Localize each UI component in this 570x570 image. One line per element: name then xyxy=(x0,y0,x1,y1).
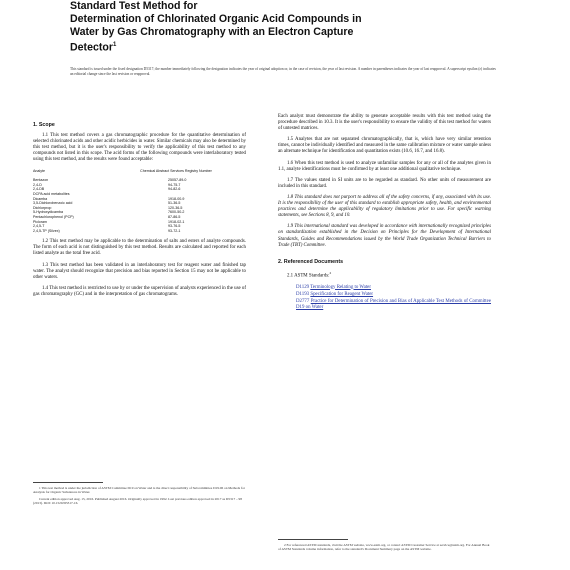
cas-number: 93-76-5 xyxy=(168,224,181,229)
analyte-name: 5-Hydroxydicamba xyxy=(33,210,63,215)
analyte-name: 2,4-DB xyxy=(33,187,45,192)
cas-number: 1918-02-1 xyxy=(168,219,185,224)
cas-number: 25057-89-0 xyxy=(168,178,187,183)
footnotes-right xyxy=(278,543,491,554)
section-heading-referenced-documents: 2. Referenced Documents xyxy=(278,258,344,265)
ref-code[interactable]: D1129 xyxy=(296,284,310,290)
analyte-table xyxy=(33,169,238,234)
cas-number: 120-36-5 xyxy=(168,205,183,210)
cas-number: 7600-50-2 xyxy=(168,210,185,215)
para-1-2: 1.2 This test method may be applicable to the determination of salts and esters of analyte compounds. The form of each acid is not distinguished by this test method. Results are calculated and reported for each listed analyte as the total free acid. xyxy=(33,239,246,257)
footnote-edition: Current edition approved Aug. 15, 2016. Published August 2016. Originally approved in 1992. Last previous edition approved in 2017 as D5317 – 98 (2013). DOI: 10.1520/D5317-16. xyxy=(33,496,242,505)
cas-number: 94-75-7 xyxy=(168,182,181,187)
analyte-name: Picloram xyxy=(33,219,47,224)
analyte-name: 2,4,5-T xyxy=(33,224,45,229)
ref-code[interactable]: D1193 xyxy=(296,291,310,297)
analyte-name: Dichlorprop xyxy=(33,205,52,210)
right-column xyxy=(278,114,491,312)
footnote-mark-2: 2 xyxy=(329,270,332,275)
para-1-7: 1.7 The values stated in SI units are to be regarded as standard. No other units of measurement are included in this standard. xyxy=(278,177,491,189)
left-column xyxy=(33,118,246,303)
title-line-3: Water by Gas Chromatography with an Electron Capture xyxy=(70,26,354,38)
analyte-name: 3,5-Dichlorobenzoic acid xyxy=(33,201,73,206)
title-footnote-mark: 1 xyxy=(112,42,117,48)
cas-number: 51-36-5 xyxy=(168,201,181,206)
analyte-name: 2,4-D xyxy=(33,182,42,187)
cas-number: 94-82-6 xyxy=(168,187,181,192)
cas-col-header: Chemical Abstract Services Registry Number xyxy=(140,168,212,173)
analyte-name: 2,4,5-TP (Silvex) xyxy=(33,228,60,233)
footnote-1: 1 This test method is under the jurisdiction of ASTM Committee D19 on Water and is the direct responsibility of Subcommittee D19.06 on Methods for Analysis for Organic Substances in Water. xyxy=(33,486,245,495)
list-item[interactable] xyxy=(296,292,491,298)
title-line-1: Standard Test Method for xyxy=(70,0,198,12)
astm-standards-label: 2.1 ASTM Standards: xyxy=(287,273,330,279)
para-1-6: 1.6 When this test method is used to analyze unfamiliar samples for any or all of the analytes given in 1.1, analyte identifications must be confirmed by at least one additional qualitative technique. xyxy=(278,160,491,172)
referenced-list xyxy=(296,285,491,311)
title-line-4 xyxy=(70,39,540,55)
cas-number: 93-72-1 xyxy=(168,228,181,233)
analyte-name: Pentachlorophenol (PCP) xyxy=(33,214,74,219)
para-1-1: 1.1 This test method covers a gas chromatographic procedure for the quantitative determination of selected chlorinated acids and other acidic herbicides in water. Similar chemicals may also be determined by this test method, but it is the user's responsibility to verify the applicability of this test method to any compounds not listed in this scope. The acid forms of the following compounds were interlaboratory tested using this test method, and the results were found acceptable: xyxy=(33,133,246,163)
list-item[interactable] xyxy=(296,285,491,291)
analyte-col-header: Analyte xyxy=(33,168,45,173)
analyte-name: Bentazon xyxy=(33,178,49,183)
ref-code[interactable]: D2777 xyxy=(296,298,310,304)
section-heading-scope: 1. Scope xyxy=(33,122,55,128)
para-2-1 xyxy=(278,270,491,280)
title-line-4-text: Detector xyxy=(70,41,113,54)
analyte-name: DCPA acid metabolites xyxy=(33,191,70,196)
designation-note: This standard is issued under the fixed designation D5317; the number immediately following the designation indicates the year of original adoption or, in the case of revision, the year of last revision. A number in parentheses indicates the year of last reapproval. A superscript epsilon (ε) indicates an editorial change since the last revision or reapproval. xyxy=(70,67,496,76)
para-1-8: 1.8 This standard does not purport to address all of the safety concerns, if any, associated with its use. It is the responsibility of the user of this standard to establish appropriate safety, health, and environmental practices and determine the applicability of regulatory limitations prior to use. For specific warning statements, see Sections 8, 9, and 10. xyxy=(278,194,491,219)
cas-number: 87-86-5 xyxy=(168,214,181,219)
para-1-5: 1.5 Analytes that are not separated chromatographically, that is, which have very similar retention times, cannot be individually identified and measured in the same calibration mixture or water sample unless an alternate technique for identification and quantitation exists (10.6, 16.7, and 16.8). xyxy=(278,137,491,155)
analyte-name: Dicamba xyxy=(33,196,48,201)
para-1-4: 1.4 This test method is restricted to use by or under the supervision of analysts experienced in the use of gas chromatography (GC) and in the interpretation of gas chromatograms. xyxy=(33,285,246,297)
footnote-2: 2 For referenced ASTM standards, visit the ASTM website, www.astm.org, or contact ASTM Customer Service at service@astm.org. For Annual Book of ASTM Standards volume information, refer to the standard's Document Summary page on the ASTM website. xyxy=(278,543,490,552)
para-1-3: 1.3 This test method has been validated in an interlaboratory test for reagent water and finished tap water. The analyst should recognize that precision and bias reported in Section 15 may not be applicable to other waters. xyxy=(33,262,246,280)
footnote-divider-right xyxy=(278,539,348,540)
list-item[interactable] xyxy=(296,299,491,311)
table-row xyxy=(33,229,238,234)
ref-title[interactable]: Specification for Reagent Water xyxy=(310,291,374,297)
document-header xyxy=(70,0,540,55)
footnotes-left xyxy=(33,486,246,507)
ref-title[interactable]: Practice for Determination of Precision and Bias of Applicable Test Methods of Committee D19 on Water xyxy=(296,298,491,310)
cas-number: 1918-00-9 xyxy=(168,196,185,201)
ref-title[interactable]: Terminology Relating to Water xyxy=(310,284,371,290)
para-1-9: 1.9 This international standard was developed in accordance with internationally recognized principles on standardization established in the Decision on Principles for the Development of International Standards, Guides and Recommendations issued by the World Trade Organization Technical Barriers to Trade (TBT) Committee. xyxy=(278,224,491,248)
title-line-2: Determination of Chlorinated Organic Acid Compounds in xyxy=(70,13,362,25)
footnote-divider-left xyxy=(33,482,103,483)
para-1-4-continued: Each analyst must demonstrate the ability to generate acceptable results with this test method using the procedure described in 10.3. It is the user's responsibility to ensure the validity of this test method for waters of untested matrices. xyxy=(278,114,491,132)
